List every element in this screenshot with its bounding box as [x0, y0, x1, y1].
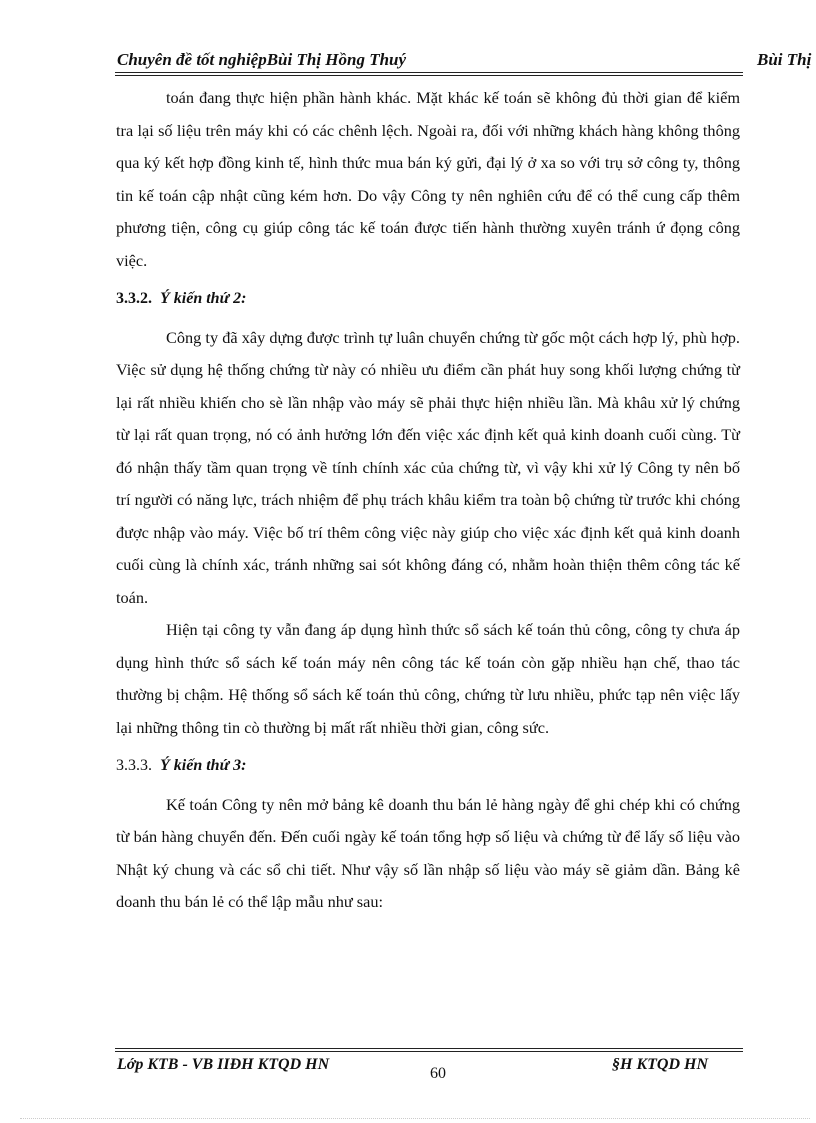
- section-title: Ý kiến thứ 3:: [160, 757, 247, 774]
- section-title: Ý kiến thứ 2:: [160, 290, 247, 307]
- footer-rule-bottom: [115, 1051, 743, 1052]
- section-heading-3-3-2: [116, 283, 740, 316]
- section-heading-3-3-3: [116, 750, 740, 783]
- running-header-author-truncated: Bùi Thị: [757, 50, 812, 69]
- paragraph-4: Kế toán Công ty nên mở bảng kê doanh thu bán lẻ hàng ngày để ghi chép khi có chứng từ bán hàng chuyển đến. Đến cuối ngày kế toán tổng hợp số liệu và chứng từ để lấy số liệu vào Nhật ký chung và các sổ chi tiết. Như vậy số lần nhập số liệu vào máy sẽ giảm dần. Bảng kê doanh thu bán lẻ có thể lập mẫu như sau:: [116, 794, 740, 911]
- running-header-title: Chuyên đề tốt nghiệpBùi Thị Hồng Thuý: [117, 50, 407, 69]
- page-bottom-dotted-divider: [20, 1118, 810, 1119]
- section-number: 3.3.3.: [116, 757, 152, 774]
- paragraph-3: Hiện tại công ty vẫn đang áp dụng hình thức sổ sách kế toán thủ công, công ty chưa áp dụng hình thức sổ sách kế toán máy nên công tác kế toán còn gặp nhiều hạn chế, thao tác thường bị chậm. Hệ thống sổ sách kế toán thủ công, chứng từ lưu nhiều, phức tạp nên việc lấy lại những thông tin cò thường bị mất rất nhiều thời gian, công sức.: [116, 620, 740, 737]
- paragraph-1: toán đang thực hiện phần hành khác. Mặt khác kế toán sẽ không đủ thời gian để kiểm tra lại số liệu trên máy khi có các chênh lệch. Ngoài ra, đối với những khách hàng không thông qua ký kết hợp đồng kinh tế, hình thức mua bán ký gửi, đại lý ở xa so với trụ sở công ty, thông tin kế toán cập nhật cũng kém hơn. Do vậy Công ty nên nghiên cứu để có thể cung cấp thêm phương tiện, công cụ giúp công tác kế toán được tiến hành thường xuyên tránh ứ đọng công việc.: [116, 88, 740, 270]
- footer-class-label: Lớp KTB - VB IIĐH KTQD HN: [117, 1056, 330, 1073]
- document-body: [116, 82, 740, 919]
- section-number: 3.3.2.: [116, 290, 152, 307]
- paragraph-2: Công ty đã xây dựng được trình tự luân chuyển chứng từ gốc một cách hợp lý, phù hợp. Việc sử dụng hệ thống chứng từ này có nhiều ưu điểm cần phát huy song khối lượng chứng từ lại rất nhiều khiến cho sè lần nhập vào máy sẽ phải thực hiện nhiều lần. Mà khâu xử lý chứng từ lại rất quan trọng, nó có ảnh hưởng lớn đến việc xác định kết quả kinh doanh cuối cùng. Từ đó nhận thấy tầm quan trọng về tính chính xác của chứng từ, vì vậy khi xử lý Công ty nên bố trí người có năng lực, trách nhiệm để phụ trách khâu kiểm tra toàn bộ chứng từ trước khi chóng được nhập vào máy. Việc bố trí thêm công việc này giúp cho việc xác định kết quả kinh doanh cuối cùng là chính xác, tránh những sai sót không đáng có, nhằm hoàn thiện thêm công tác kế toán.: [116, 327, 740, 607]
- page-number: 60: [430, 1065, 446, 1082]
- header-rule-bottom: [115, 75, 743, 76]
- footer-university-label: §H KTQD HN: [612, 1056, 708, 1073]
- header-rule-top: [115, 72, 743, 73]
- footer-rule-top: [115, 1048, 743, 1049]
